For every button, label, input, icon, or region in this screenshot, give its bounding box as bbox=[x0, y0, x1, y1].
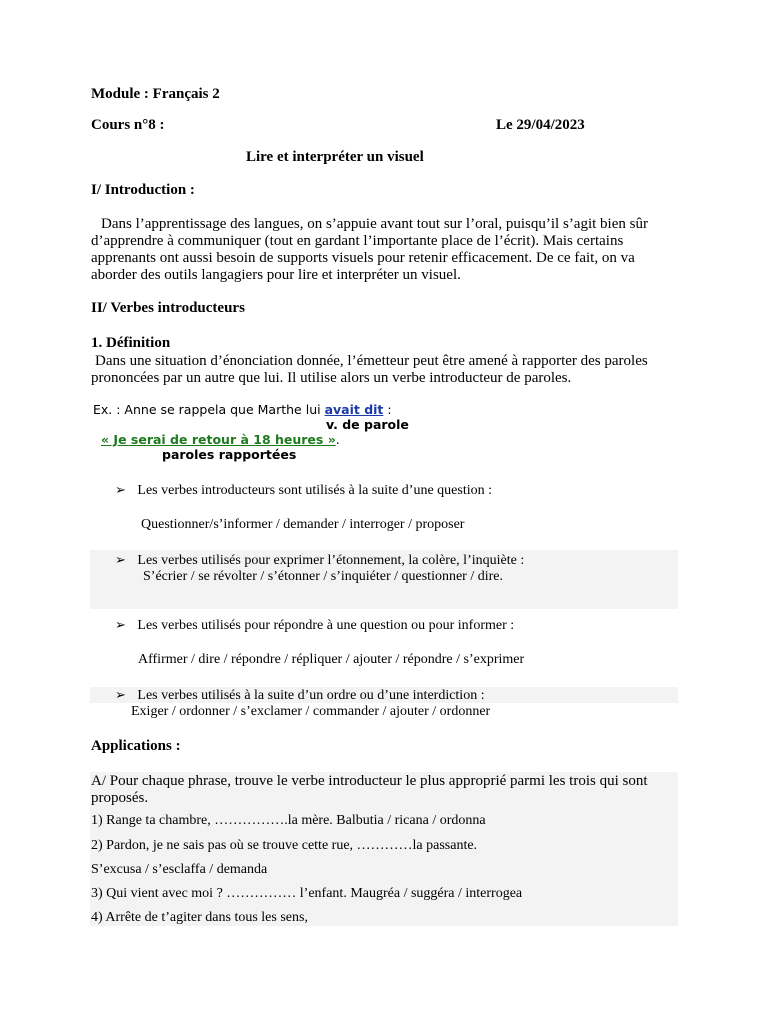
bullet-item bbox=[115, 617, 514, 634]
exercise-item: 1) Range ta chambre, …………….la mère. Balbutia / ricana / ordonna bbox=[91, 813, 486, 828]
bullet-text: Les verbes utilisés pour répondre à une question ou pour informer : bbox=[137, 618, 515, 633]
quote-label: paroles rapportées bbox=[162, 447, 297, 462]
definition-paragraph: Dans une situation d’énonciation donnée, l’émetteur peut être amené à rapporter des paroles prononcées par un autre que lui. Il utilise alors un verbe introducteur de paroles. bbox=[91, 353, 648, 386]
example-prefix: Ex. : Anne se rappela que Marthe lui bbox=[93, 402, 325, 417]
section-heading: II/ Verbes introducteurs bbox=[91, 300, 245, 316]
course-number: Cours n°8 : bbox=[91, 117, 165, 133]
definition-heading: 1. Définition bbox=[91, 335, 171, 351]
module-label: Module : Français 2 bbox=[91, 86, 220, 102]
bullet-verbs: Questionner/s’informer / demander / interroger / proposer bbox=[141, 517, 465, 532]
example-quote: « Je serai de retour à 18 heures » bbox=[101, 432, 336, 447]
arrow-bullet-icon: ➢ bbox=[115, 552, 126, 567]
arrow-bullet-icon: ➢ bbox=[115, 482, 126, 497]
bullet-verbs: Affirmer / dire / répondre / répliquer / ajouter / répondre / s’exprimer bbox=[138, 652, 525, 667]
example-period: . bbox=[335, 432, 340, 447]
example-sentence bbox=[93, 402, 392, 417]
bullet-text: Les verbes utilisés pour exprimer l’étonnement, la colère, l’inquiète : bbox=[137, 553, 525, 568]
arrow-bullet-icon: ➢ bbox=[115, 617, 126, 632]
intro-heading: I/ Introduction : bbox=[91, 182, 195, 198]
exercise-item: 4) Arrête de t’agiter dans tous les sens, bbox=[91, 910, 308, 925]
bullet-verbs: S’écrier / se révolter / s’étonner / s’inquiéter / questionner / dire. bbox=[143, 569, 503, 584]
exercise-item: 2) Pardon, je ne sais pas où se trouve cette rue, …………la passante. bbox=[91, 838, 478, 853]
page-title: Lire et interpréter un visuel bbox=[246, 149, 424, 165]
bullet-item bbox=[115, 687, 485, 704]
applications-heading: Applications : bbox=[91, 738, 181, 754]
bullet-text: Les verbes utilisés à la suite d’un ordre ou d’une interdiction : bbox=[137, 688, 485, 703]
exercise-item: S’excusa / s’esclaffa / demanda bbox=[91, 862, 268, 877]
intro-paragraph: Dans l’apprentissage des langues, on s’appuie avant tout sur l’oral, puisqu’il s’agit bien sûr d’apprendre à communiquer (tout en gardant l’importante place de l’écrit). Mais certains apprenants ont aussi besoin de supports visuels pour retenir efficacement. De ce fait, on va aborder des outils langagiers pour lire et interpréter un visuel. bbox=[91, 216, 648, 283]
course-date: Le 29/04/2023 bbox=[496, 117, 585, 133]
arrow-bullet-icon: ➢ bbox=[115, 687, 126, 702]
bullet-text: Les verbes introducteurs sont utilisés à la suite d’une question : bbox=[137, 483, 492, 498]
exercise-item: 3) Qui vient avec moi ? …………… l’enfant. Maugréa / suggéra / interrogea bbox=[91, 886, 523, 901]
example-colon: : bbox=[383, 402, 392, 417]
bullet-verbs: Exiger / ordonner / s’exclamer / commander / ajouter / ordonner bbox=[131, 704, 491, 719]
bullet-item bbox=[115, 482, 492, 499]
example-verb: avait dit bbox=[324, 402, 384, 417]
applications-instruction: A/ Pour chaque phrase, trouve le verbe introducteur le plus approprié parmi les trois qui sont proposés. bbox=[91, 773, 648, 806]
example-quote-line bbox=[101, 432, 340, 447]
bullet-item bbox=[115, 552, 524, 569]
verb-label: v. de parole bbox=[326, 417, 409, 432]
